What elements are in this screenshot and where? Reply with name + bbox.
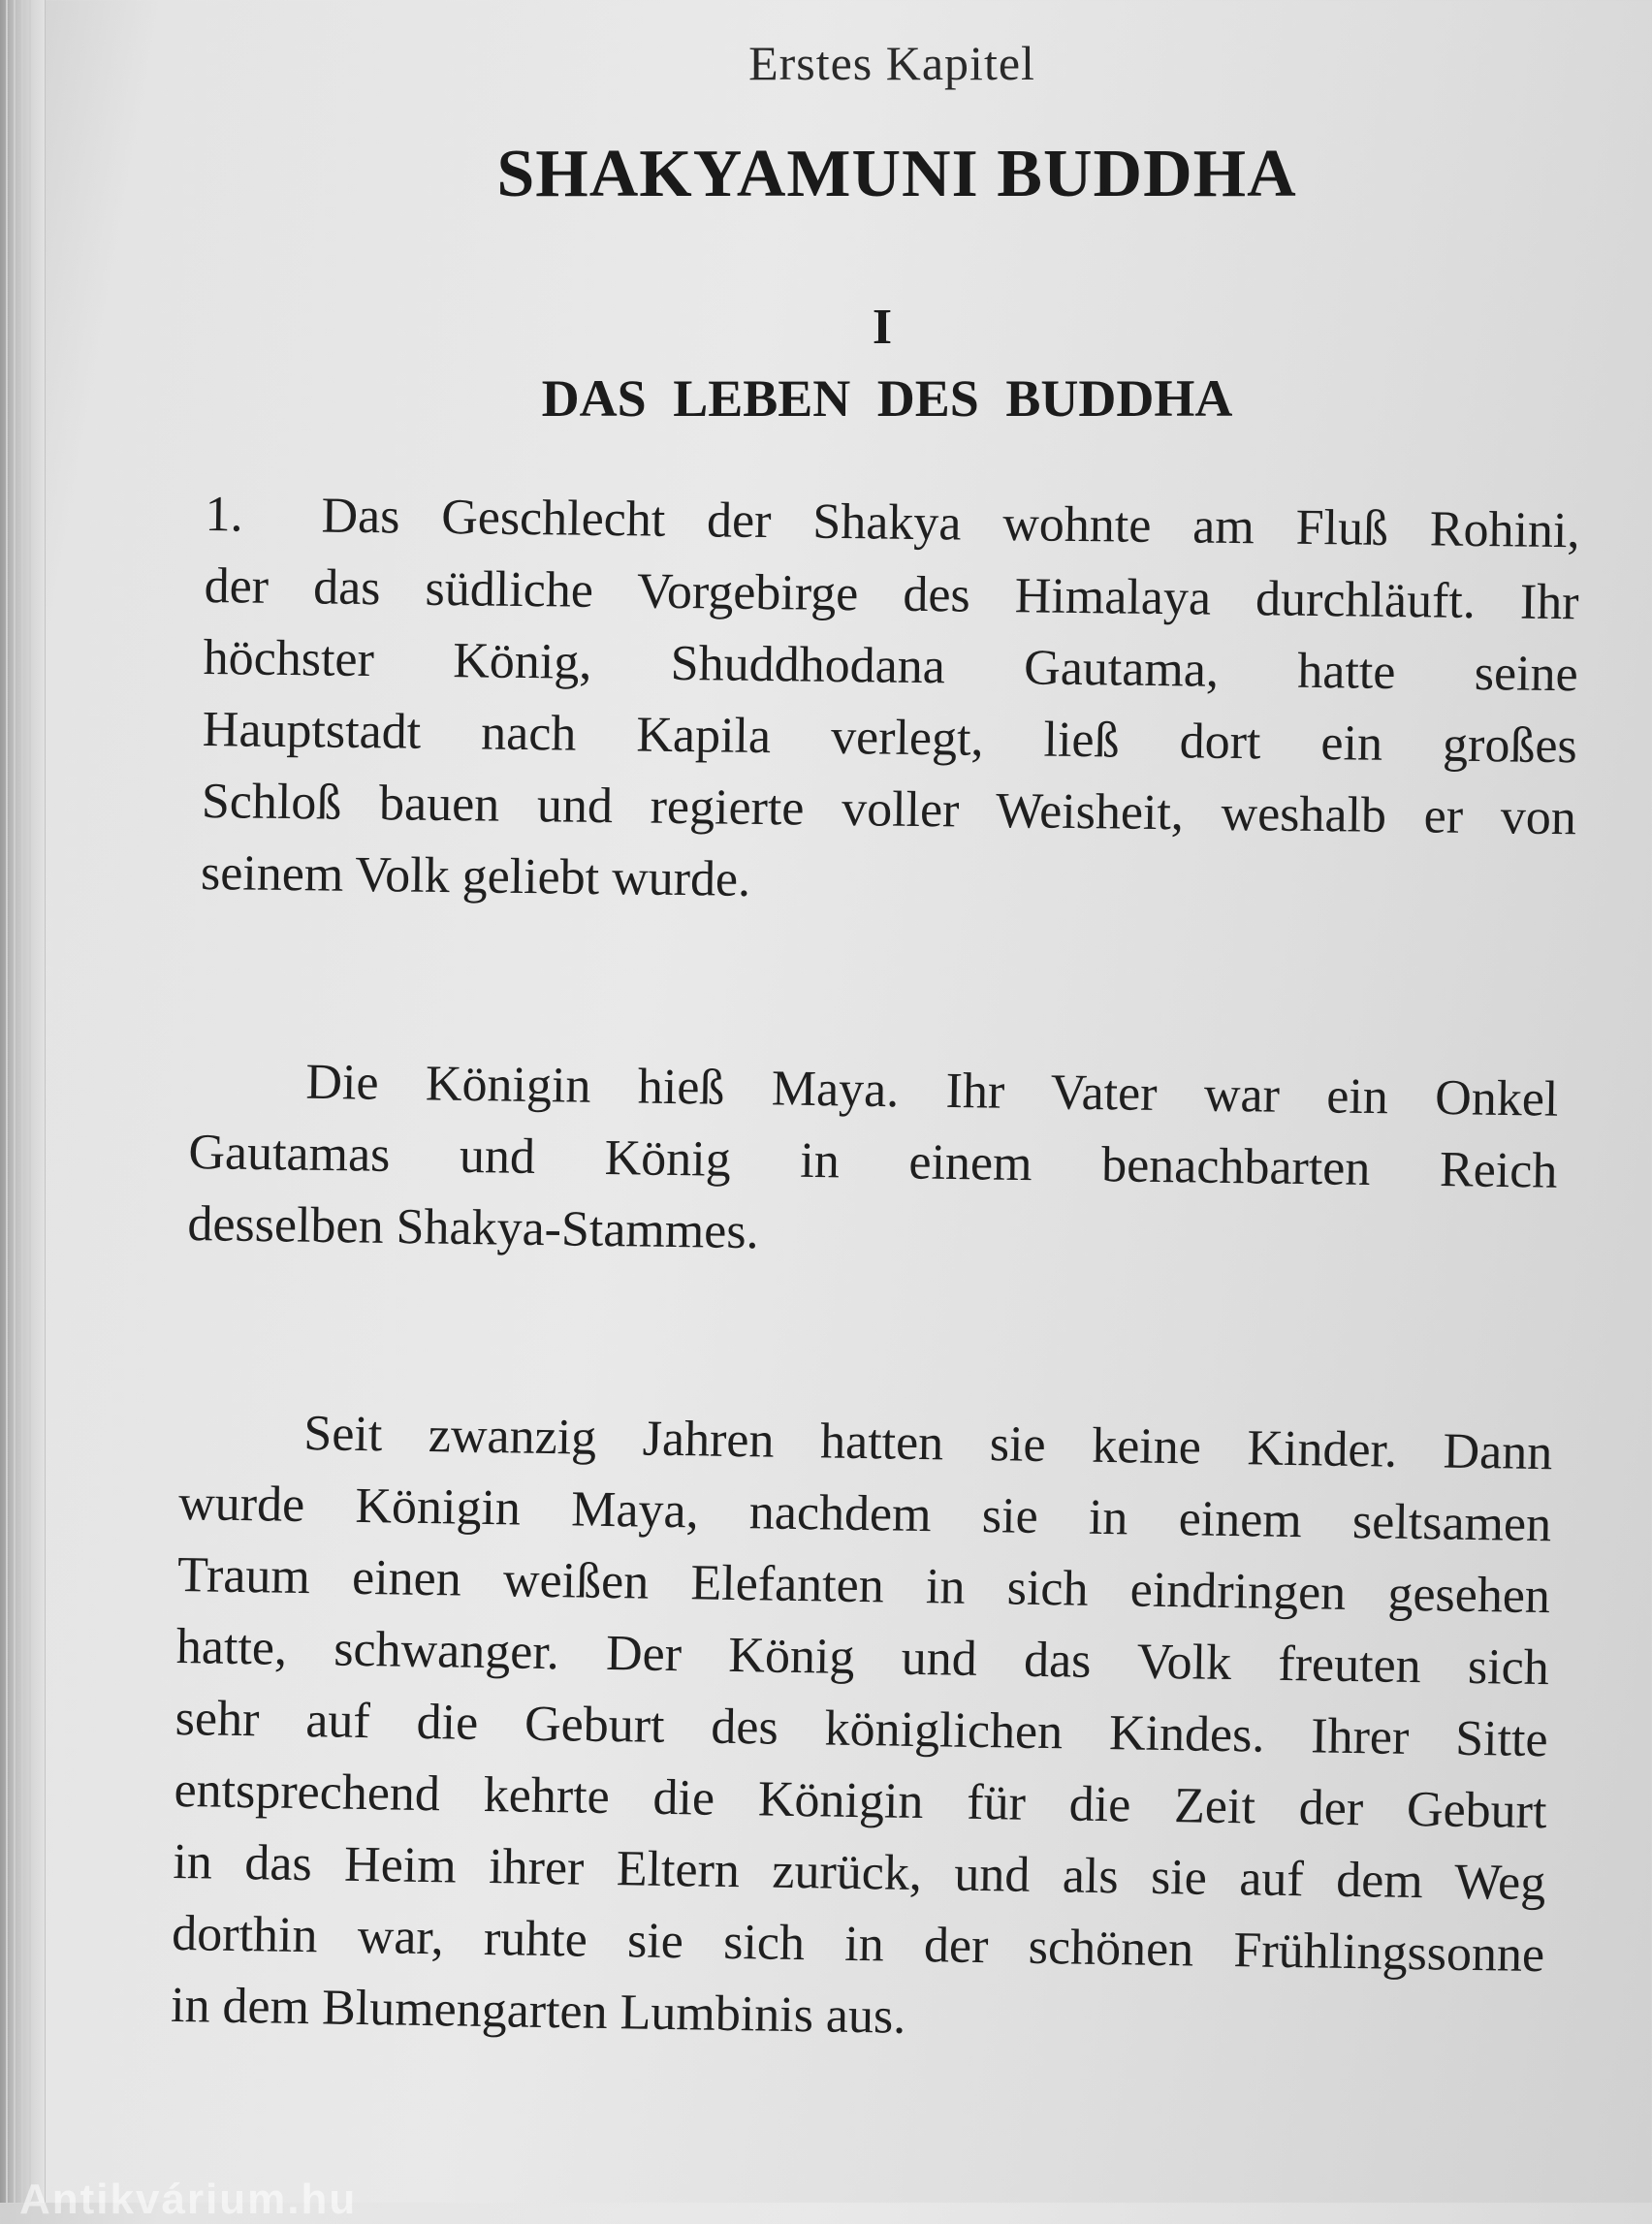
paragraph-line: Traum einen weißen Elefanten in sich eindringen gesehen [176, 1546, 1551, 1625]
paragraph-line: Seit zwanzig Jahren hatten sie keine Kinder. Dann [302, 1406, 1553, 1481]
chapter-title: SHAKYAMUNI BUDDHA [496, 137, 1297, 211]
paragraph-line: dorthin war, ruhte sie sich in der schönen Frühlingssonne [171, 1905, 1545, 1984]
paragraph-line: in dem Blumengarten Lumbinis aus. [170, 1977, 906, 2045]
paragraph-line: wurde Königin Maya, nachdem sie in einem seltsamen [177, 1475, 1552, 1553]
paragraph-number: 1. [205, 486, 243, 543]
paragraph-1 [201, 479, 1580, 926]
paragraph-line: der das südliche Vorgebirge des Himalaya durchläuft. Ihr [204, 557, 1579, 631]
paragraph-line: Die Königin hieß Maya. Ihr Vater war ein Onkel [305, 1054, 1559, 1128]
watermark: Antikvárium.hu [19, 2176, 358, 2223]
paragraph-line: seinem Volk geliebt wurde. [200, 844, 751, 907]
section-title: DAS LEBEN DES BUDDHA [541, 369, 1233, 428]
paragraph-line: Gautamas und König in einem benachbarten Reich [188, 1124, 1558, 1199]
paragraph-2 [187, 1045, 1559, 1280]
paragraph-line: sehr auf die Geburt des königlichen Kindes. Ihrer Sitte [175, 1690, 1549, 1768]
paragraph-line: Schloß bauen und regierte voller Weisheit, weshalb er von [201, 773, 1577, 846]
paragraph-line: hatte, schwanger. Der König und das Volk freuten sich [175, 1618, 1550, 1697]
paragraph-line: höchster König, Shuddhodana Gautama, hatte seine [203, 629, 1578, 703]
paragraph-line: in das Heim ihrer Eltern zurück, und als sie auf dem Weg [173, 1833, 1546, 1912]
paragraph-line: entsprechend kehrte die Königin für die Zeit der Geburt [174, 1762, 1547, 1840]
paragraph-line: Hauptstadt nach Kapila verlegt, ließ dort ein großes [202, 701, 1578, 775]
paragraph-line: desselben Shakya-Stammes. [187, 1195, 759, 1260]
chapter-label: Erstes Kapitel [748, 36, 1035, 90]
paragraph-3 [171, 1396, 1553, 2063]
paragraph-line: 1. Das Geschlecht der Shakya wohnte am Fluß Rohini, [205, 479, 1580, 567]
section-number: I [872, 300, 893, 355]
